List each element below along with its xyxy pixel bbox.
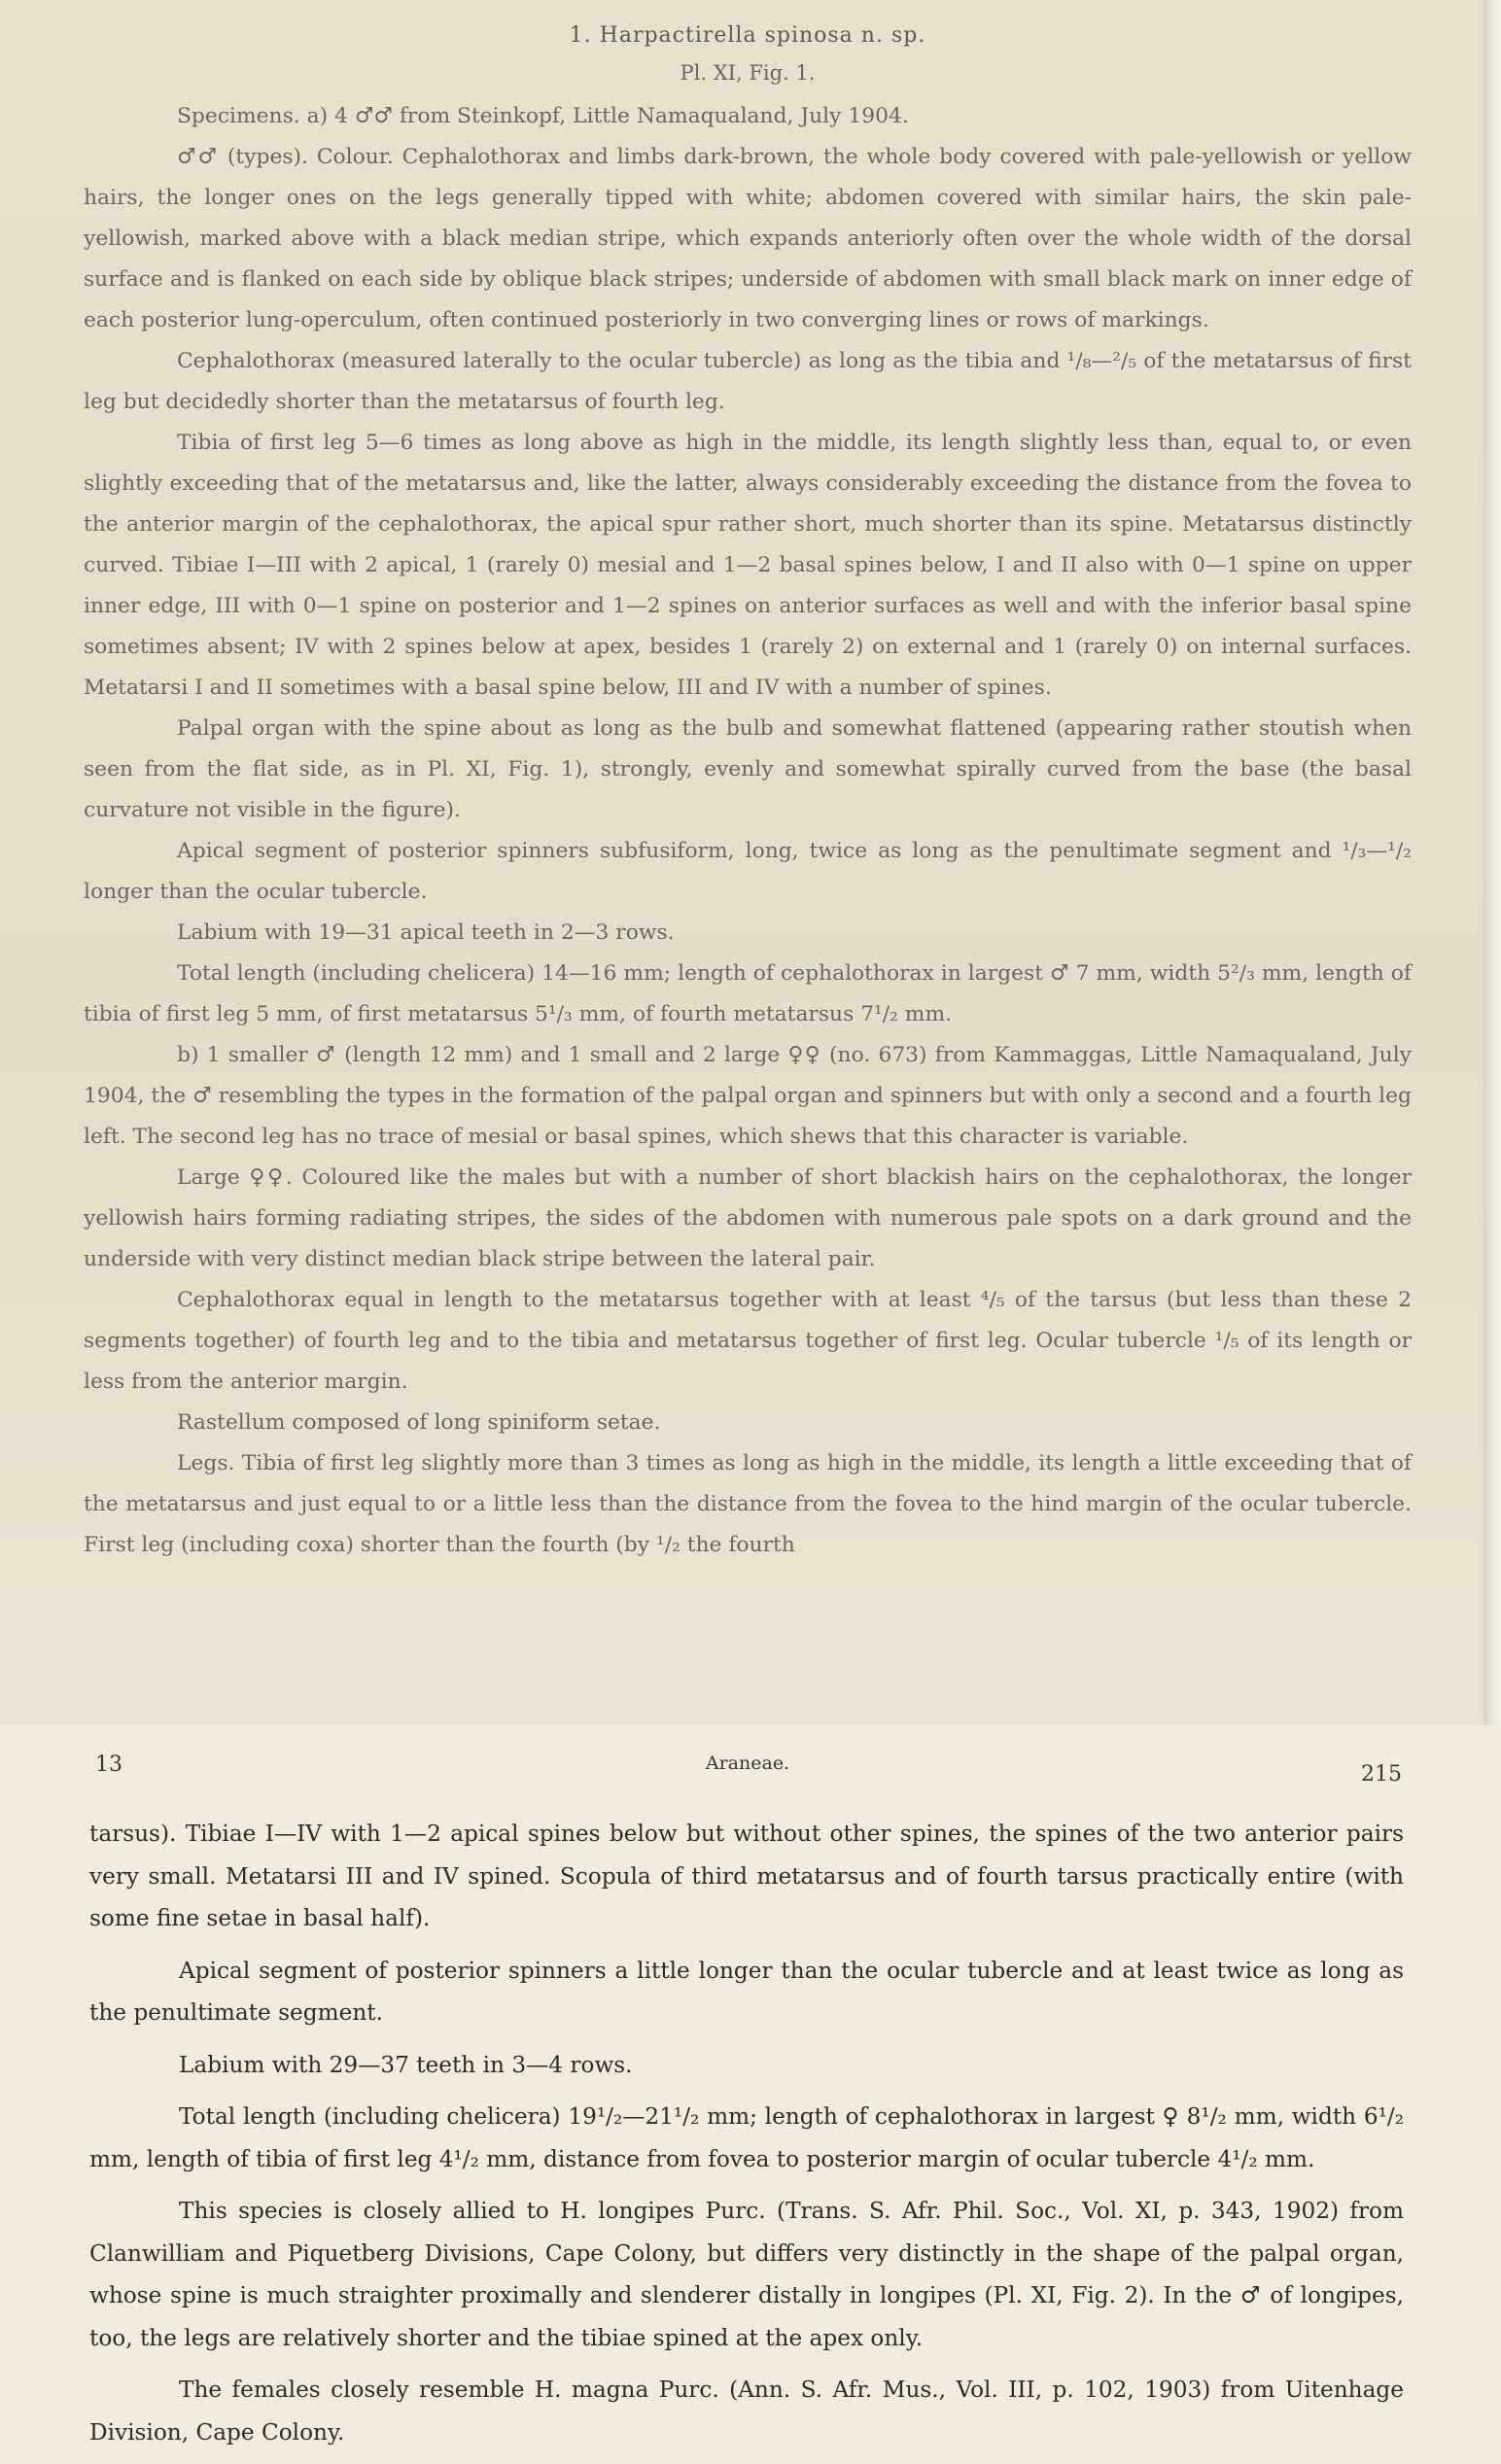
- paragraph-female-measurements: Total length (including chelicera) 19¹/₂—21¹/₂ mm; length of cephalothorax in largest ♀ 8¹/₂ mm, width 6¹/₂ mm, length of tibia of first leg 4¹/₂ mm, distance from fovea to posterior margin of ocular tubercle 4¹/₂ mm.: [89, 2103, 1404, 2172]
- previous-page-text: [84, 0, 1412, 1566]
- paragraph-palpal-organ: Palpal organ with the spine about as long as the bulb and somewhat flattened (appearing rather stoutish when seen from the flat side, as in Pl. XI, Fig. 1), strongly, evenly and somewhat spirally curved from the base (the basal curvature not visible in the figure).: [84, 716, 1412, 822]
- page-number: 215: [1361, 1762, 1402, 1787]
- paragraph-tibia: Tibia of first leg 5—6 times as long above as high in the middle, its length slightly less than, equal to, or even slightly exceeding that of the metatarsus and, like the latter, always considerably exceeding the distance from the fovea to the anterior margin of the cephalothorax, the apical spur rather short, much shorter than its spine. Metatarsus distinctly curved. Tibiae I—III with 2 apical, 1 (rarely 0) mesial and 1—2 basal spines below, I and II also with 0—1 spine on upper inner edge, III with 0—1 spine on posterior and 1—2 spines on anterior surfaces as well and with the inferior basal spine sometimes absent; IV with 2 spines below at apex, besides 1 (rarely 2) on external and 1 (rarely 0) on internal surfaces. Metatarsi I and II sometimes with a basal spine below, III and IV with a number of spines.: [84, 431, 1412, 700]
- paragraph-specimens: Specimens. a) 4 ♂♂ from Steinkopf, Little Namaqualand, July 1904.: [177, 104, 909, 128]
- page-header: [84, 1753, 1412, 1791]
- species-heading: 1. Harpactirella spinosa n. sp.: [569, 23, 926, 48]
- paragraph-tarsus: tarsus). Tibiae I—IV with 1—2 apical spines below but without other spines, the spines of the two anterior pairs very small. Metatarsi III and IV spined. Scopula of third metatarsus and of fourth tarsus practically entire (with some fine setae in basal half).: [89, 1821, 1404, 1931]
- paragraph-labium-teeth: Labium with 29—37 teeth in 3—4 rows.: [179, 2051, 633, 2078]
- paragraph-cephalothorax: Cephalothorax (measured laterally to the ocular tubercle) as long as the tibia and ¹/₈—²/₅ of the metatarsus of first leg but decidedly shorter than the metatarsus of fourth leg.: [84, 349, 1412, 414]
- paragraph-female-cephalothorax: Cephalothorax equal in length to the metatarsus together with at least ⁴/₅ of the tarsus (but less than these 2 segments together) of fourth leg and to the tibia and metatarsus together of first leg. Ocular tubercle ¹/₅ of its length or less from the anterior margin.: [84, 1288, 1412, 1394]
- paragraph-labium: Labium with 19—31 apical teeth in 2—3 rows.: [177, 920, 675, 945]
- current-page-scan: [0, 1725, 1501, 2464]
- paragraph-comparison-magna: The females closely resemble H. magna Purc. (Ann. S. Afr. Mus., Vol. III, p. 102, 1903) from Uitenhage Division, Cape Colony.: [89, 2377, 1404, 2446]
- plate-reference: Pl. XI, Fig. 1.: [680, 61, 816, 85]
- current-page-text: [89, 1813, 1404, 2463]
- paragraph-specimens-b: b) 1 smaller ♂ (length 12 mm) and 1 small and 2 large ♀♀ (no. 673) from Kammaggas, Little Namaqualand, July 1904, the ♂ resembling the types in the formation of the palpal organ and spinners but with only a second and a fourth leg left. The second leg has no trace of mesial or basal spines, which shews that this character is variable.: [84, 1043, 1412, 1149]
- running-head: Araneae.: [705, 1753, 790, 1774]
- signature-number: 13: [95, 1753, 122, 1777]
- paragraph-colour: ♂♂ (types). Colour. Cephalothorax and limbs dark-brown, the whole body covered with pale-yellowish or yellow hairs, the longer ones on the legs generally tipped with white; abdomen covered with similar hairs, the skin pale-yellowish, marked above with a black median stripe, which expands anteriorly often over the whole width of the dorsal surface and is flanked on each side by oblique black stripes; underside of abdomen with small black mark on inner edge of each posterior lung-operculum, often continued posteriorly in two converging lines or rows of markings.: [84, 145, 1412, 332]
- paragraph-apical-segment: Apical segment of posterior spinners a little longer than the ocular tubercle and at least twice as long as the penultimate segment.: [89, 1957, 1404, 2026]
- paragraph-large-females: Large ♀♀. Coloured like the males but with a number of short blackish hairs on the cephalothorax, the longer yellowish hairs forming radiating stripes, the sides of the abdomen with numerous pale spots on a dark ground and the underside with very distinct median black stripe between the lateral pair.: [84, 1165, 1412, 1271]
- paragraph-spinners: Apical segment of posterior spinners subfusiform, long, twice as long as the penultimate segment and ¹/₃—¹/₂ longer than the ocular tubercle.: [84, 839, 1412, 904]
- page-edge-shadow: [1484, 0, 1501, 1725]
- paragraph-legs: Legs. Tibia of first leg slightly more than 3 times as long as high in the middle, its length a little exceeding that of the metatarsus and just equal to or a little less than the distance from the fovea to the hind margin of the ocular tubercle. First leg (including coxa) shorter than the fourth (by ¹/₂ the fourth: [84, 1451, 1412, 1557]
- paragraph-total-length: Total length (including chelicera) 14—16 mm; length of cephalothorax in largest ♂ 7 mm, width 5²/₃ mm, length of tibia of first leg 5 mm, of first metatarsus 5¹/₃ mm, of fourth metatarsus 7¹/₂ mm.: [84, 961, 1412, 1026]
- paragraph-rastellum: Rastellum composed of long spiniform setae.: [177, 1410, 661, 1435]
- paragraph-comparison-longipes: This species is closely allied to H. longipes Purc. (Trans. S. Afr. Phil. Soc., Vol. XI, p. 343, 1902) from Clanwilliam and Piquetberg Divisions, Cape Colony, but differs very distinctly in the shape of the palpal organ, whose spine is much straighter proximally and slenderer distally in longipes (Pl. XI, Fig. 2). In the ♂ of longipes, too, the legs are relatively shorter and the tibiae spined at the apex only.: [89, 2198, 1404, 2351]
